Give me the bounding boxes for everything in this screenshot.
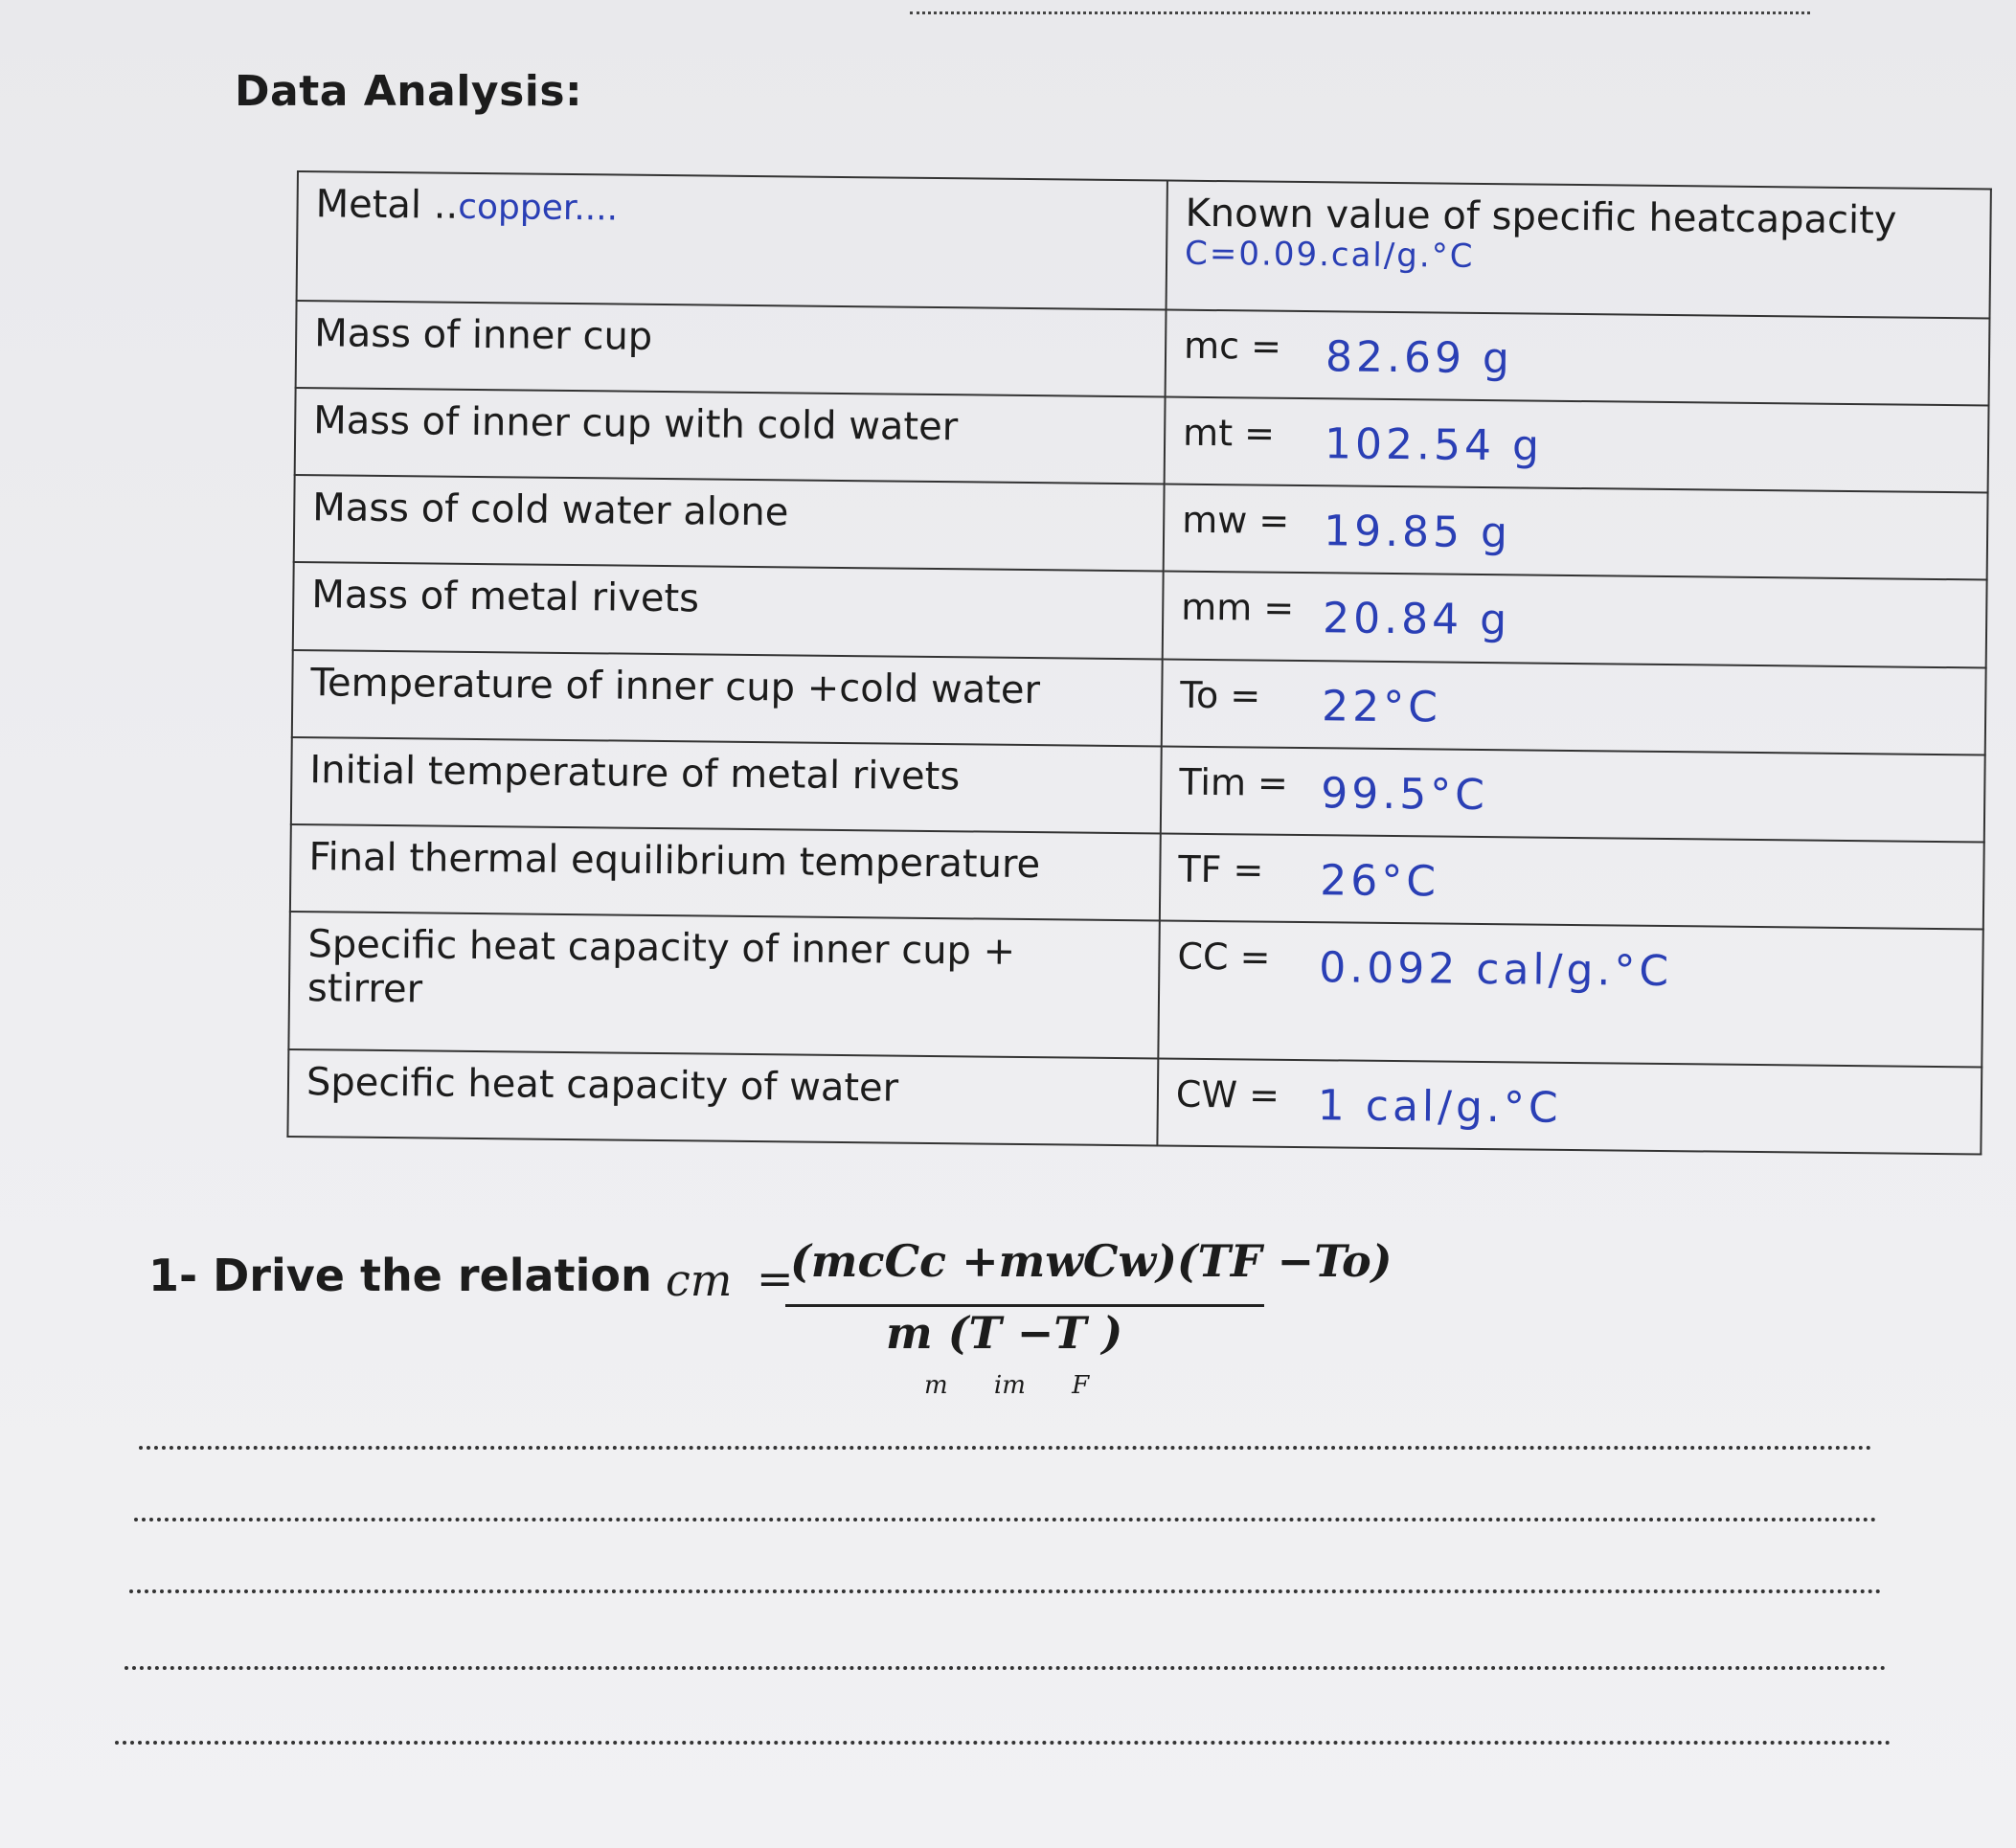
row-value-cell — [1158, 921, 1982, 1067]
metal-value: copper.... — [457, 187, 619, 229]
answer-line[interactable] — [115, 1741, 1891, 1745]
row-symbol: CC = — [1177, 935, 1271, 980]
row-symbol: mm = — [1181, 586, 1295, 630]
row-label: Mass of inner cup with cold water — [295, 388, 1166, 485]
row-label: Initial temperature of metal rivets — [291, 737, 1162, 834]
row-value: 82.69 g — [1325, 331, 1514, 383]
row-value-cell — [1165, 396, 1989, 492]
row-label: Specific heat capacity of water — [287, 1049, 1158, 1146]
row-value-cell — [1163, 572, 1987, 667]
formula-denominator: m (T −T ) — [886, 1307, 1123, 1359]
row-value-cell — [1161, 746, 1985, 842]
row-label: Temperature of inner cup +cold water — [292, 650, 1163, 747]
question-text: 1- Drive the relation — [148, 1250, 652, 1301]
known-value-cell — [1167, 181, 1991, 319]
row-symbol: CW = — [1175, 1072, 1280, 1116]
row-value: 26°C — [1320, 856, 1440, 907]
known-value-entry: C=0.09.cal/g.°C — [1184, 234, 1475, 276]
row-label: Mass of metal rivets — [293, 562, 1164, 659]
row-label: Final thermal equilibrium temperature — [290, 824, 1161, 921]
table-row-header — [297, 171, 1991, 318]
row-value: 22°C — [1321, 681, 1442, 732]
row-value-cell — [1164, 485, 1988, 580]
metal-cell — [297, 171, 1167, 309]
formula-denominator-subscripts: m im F — [924, 1371, 1090, 1400]
row-value-cell — [1157, 1058, 1982, 1154]
known-value-label: Known value of specific heatcapacity — [1185, 191, 1897, 243]
formula-lhs: cm — [666, 1254, 733, 1306]
row-value: 99.5°C — [1320, 769, 1489, 820]
row-symbol: mw = — [1182, 498, 1290, 542]
row-symbol: mc = — [1183, 324, 1282, 368]
row-label: Mass of inner cup — [296, 301, 1167, 397]
row-symbol: Tim = — [1179, 760, 1289, 804]
data-table — [286, 170, 1991, 1155]
row-value: 19.85 g — [1323, 507, 1512, 558]
formula-equals: = — [757, 1252, 794, 1304]
row-value-cell — [1160, 834, 1984, 930]
table-row — [288, 912, 1982, 1067]
formula-numerator: (mcCc +mwCw)(TF −To) — [790, 1235, 1393, 1287]
row-value: 1 cal/g.°C — [1317, 1080, 1562, 1133]
row-label: Specific heat capacity of inner cup + stirrer — [288, 912, 1159, 1058]
row-symbol: To = — [1180, 673, 1261, 717]
table-row — [287, 1049, 1982, 1155]
row-symbol: TF = — [1178, 847, 1264, 891]
answer-line[interactable] — [129, 1589, 1882, 1593]
row-label: Mass of cold water alone — [294, 475, 1165, 572]
top-dotted-line — [910, 11, 1810, 14]
row-value: 0.092 cal/g.°C — [1319, 943, 1673, 997]
data-table-container — [286, 170, 1991, 1155]
answer-line[interactable] — [125, 1666, 1887, 1670]
answer-line[interactable] — [134, 1518, 1877, 1521]
answer-line[interactable] — [139, 1446, 1872, 1450]
row-symbol: mt = — [1182, 411, 1276, 455]
row-value-cell — [1162, 659, 1986, 755]
row-value: 102.54 g — [1324, 419, 1544, 471]
row-value-cell — [1166, 309, 1990, 405]
section-title: Data Analysis: — [235, 67, 583, 116]
row-value: 20.84 g — [1322, 594, 1511, 645]
metal-label: Metal .. — [315, 182, 459, 228]
